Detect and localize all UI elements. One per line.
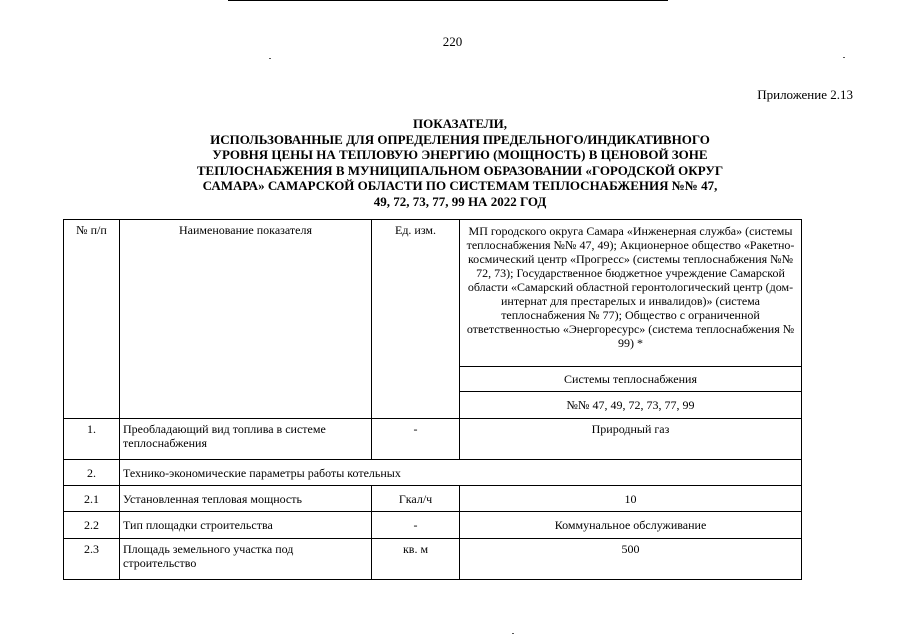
row-value: 500: [460, 539, 802, 580]
title-line: ТЕПЛОСНАБЖЕНИЯ В МУНИЦИПАЛЬНОМ ОБРАЗОВАНИИ «ГОРОДСКОЙ ОКРУГ: [196, 162, 724, 178]
header-name: Наименование показателя: [120, 220, 372, 419]
row-num: 2.: [64, 460, 120, 486]
row-name: Преобладающий вид топлива в системе теплоснабжения: [120, 419, 372, 460]
header-unit: Ед. изм.: [372, 220, 460, 419]
header-systems-numbers: №№ 47, 49, 72, 73, 77, 99: [460, 392, 802, 419]
row-num: 1.: [64, 419, 120, 460]
row-num: 2.2: [64, 512, 120, 539]
title-line: ИСПОЛЬЗОВАННЫЕ ДЛЯ ОПРЕДЕЛЕНИЯ ПРЕДЕЛЬНОГО/ИНДИКАТИВНОГО: [210, 131, 710, 147]
row-unit: -: [372, 419, 460, 460]
header-num: № п/п: [64, 220, 120, 419]
row-name: Установленная тепловая мощность: [120, 486, 372, 512]
appendix-label: Приложение 2.13: [757, 87, 853, 102]
page-number: 220: [442, 34, 463, 49]
table-row: [64, 539, 802, 580]
title-line: 49, 72, 73, 77, 99 НА 2022 ГОД: [373, 193, 547, 209]
row-num: 2.3: [64, 539, 120, 580]
table-header-row: [64, 220, 802, 367]
table-row: [64, 419, 802, 460]
row-value: Природный газ: [460, 419, 802, 460]
document-title: [150, 116, 770, 209]
scan-speck: [269, 58, 271, 59]
row-name: Тип площадки строительства: [120, 512, 372, 539]
row-name: Площадь земельного участка под строительство: [120, 539, 372, 580]
title-line: САМАРА» САМАРСКОЙ ОБЛАСТИ ПО СИСТЕМАМ ТЕПЛОСНАБЖЕНИЯ №№ 47,: [202, 178, 718, 193]
row-value: Коммунальное обслуживание: [460, 512, 802, 539]
row-value: 10: [460, 486, 802, 512]
table-row: [64, 486, 802, 512]
title-line: УРОВНЯ ЦЕНЫ НА ТЕПЛОВУЮ ЭНЕРГИЮ (МОЩНОСТЬ) В ЦЕНОВОЙ ЗОНЕ: [212, 147, 708, 162]
row-unit: -: [372, 512, 460, 539]
scan-speck: [843, 57, 845, 58]
row-name: Технико-экономические параметры работы котельных: [120, 460, 802, 486]
row-unit: Гкал/ч: [372, 486, 460, 512]
indicators-table: [63, 219, 802, 580]
top-rule: [228, 0, 668, 1]
table-row: [64, 512, 802, 539]
title-line: ПОКАЗАТЕЛИ,: [412, 116, 508, 131]
header-systems-label: Системы теплоснабжения: [460, 367, 802, 392]
table-row: [64, 460, 802, 486]
row-unit: кв. м: [372, 539, 460, 580]
header-organizations: МП городского округа Самара «Инженерная служба» (системы теплоснабжения №№ 47, 49); Акционерное общество «Ракетно-космический центр «Прогресс» (системы теплоснабжения №№ 72, 73); Государственное бюджетное учреждение Самарской области «Самарский областной геронтологический центр (дом-интернат для престарелых и инвалидов)» (система теплоснабжения № 77); Общество с ограниченной ответственностью «Энергоресурс» (система теплоснабжения № 99) *: [460, 220, 802, 367]
scan-speck: [512, 633, 514, 634]
row-num: 2.1: [64, 486, 120, 512]
